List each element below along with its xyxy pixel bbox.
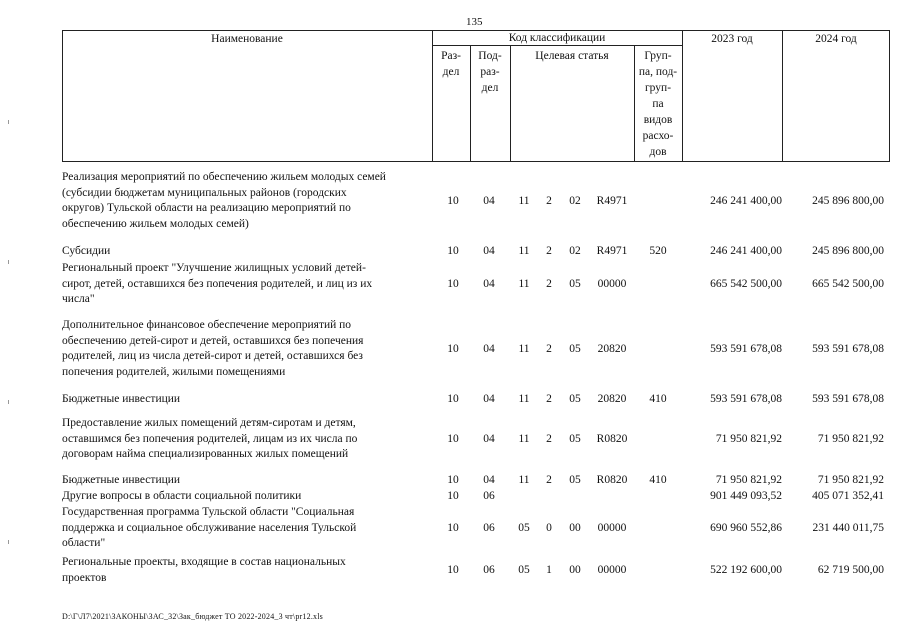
row-direction: 00000 — [597, 564, 627, 576]
margin-mark — [8, 120, 9, 124]
row-type: 2 — [546, 433, 552, 445]
row-main-event: 05 — [569, 393, 581, 405]
row-type: 2 — [546, 195, 552, 207]
row-name: Субсидии — [62, 245, 111, 257]
margin-mark — [8, 400, 9, 404]
header-code-group: Код классификации — [508, 32, 606, 44]
row-subsection: 04 — [483, 278, 495, 290]
row-direction: R4971 — [596, 195, 628, 207]
row-type: 2 — [546, 245, 552, 257]
row-subsection: 06 — [483, 522, 495, 534]
row-amount-2024: 593 591 678,08 — [812, 393, 884, 405]
row-amount-2024: 71 950 821,92 — [817, 433, 884, 445]
row-amount-2024: 231 440 011,75 — [812, 522, 884, 534]
row-program: 11 — [518, 245, 530, 257]
header-year-2023: 2023 год — [711, 33, 753, 45]
row-subsection: 04 — [483, 245, 495, 257]
row-amount-2023: 522 192 600,00 — [710, 564, 782, 576]
table-row — [62, 170, 890, 234]
row-main-event: 05 — [569, 433, 581, 445]
row-program: 11 — [518, 393, 530, 405]
row-type: 1 — [546, 564, 552, 576]
header-target: Целевая статья — [535, 50, 609, 62]
row-type: 2 — [546, 474, 552, 486]
row-section: 10 — [447, 490, 459, 502]
row-program: 11 — [518, 278, 530, 290]
row-expense-group: 410 — [649, 393, 667, 405]
row-amount-2023: 71 950 821,92 — [715, 433, 782, 445]
row-section: 10 — [447, 393, 459, 405]
row-direction: R4971 — [596, 245, 628, 257]
row-direction: 20820 — [597, 343, 627, 355]
row-subsection: 04 — [483, 433, 495, 445]
header-section: Раз- дел — [441, 50, 461, 78]
row-name: Предоставление жилых помещений детям-сиротам и детям, оставшимся без попечения родителей, лицам из их числа по договорам найма специализированных жилых помещений — [62, 417, 358, 460]
row-section: 10 — [447, 564, 459, 576]
table-row — [62, 473, 890, 489]
row-amount-2023: 593 591 678,08 — [710, 393, 782, 405]
row-name: Дополнительное финансовое обеспечение мероприятий по обеспечению детей-сирот и детей, оставшихся без попечения родителей, лиц из числа детей-сирот и детей, оставшихся без попечения родителей, жилыми помещениями — [62, 319, 364, 378]
row-type: 2 — [546, 343, 552, 355]
file-path-footer: D:\Г\Л7\2021\ЗАКОНЫ\ЗАС_32\Зак_бюджет ТО 2022-2024_3 чт\pr12.xls — [62, 612, 323, 621]
row-amount-2024: 245 896 800,00 — [812, 195, 884, 207]
table-header — [62, 30, 890, 162]
row-amount-2023: 901 449 093,52 — [710, 490, 782, 502]
row-main-event: 02 — [569, 245, 581, 257]
row-amount-2024: 62 719 500,00 — [817, 564, 884, 576]
margin-mark — [8, 260, 9, 264]
table-row — [62, 555, 890, 587]
table-row — [62, 416, 890, 464]
row-name: Другие вопросы в области социальной политики — [62, 490, 302, 502]
header-expense-group: Груп- па, под- груп- па видов расхо- дов — [638, 50, 678, 158]
page-number: 135 — [466, 16, 483, 28]
row-direction: 00000 — [597, 522, 627, 534]
row-name: Региональный проект "Улучшение жилищных условий детей- сирот, детей, оставшихся без попечения родителей, и лиц из их числа" — [62, 262, 373, 305]
row-amount-2023: 593 591 678,08 — [710, 343, 782, 355]
row-amount-2023: 246 241 400,00 — [710, 195, 782, 207]
row-subsection: 04 — [483, 393, 495, 405]
row-name: Бюджетные инвестиции — [62, 393, 181, 405]
margin-mark — [8, 540, 9, 544]
row-section: 10 — [447, 278, 459, 290]
row-name: Бюджетные инвестиции — [62, 474, 181, 486]
row-main-event: 00 — [569, 564, 581, 576]
row-subsection: 06 — [483, 490, 495, 502]
row-direction: 20820 — [597, 393, 627, 405]
row-direction: 00000 — [597, 278, 627, 290]
row-name: Региональные проекты, входящие в состав национальных проектов — [62, 556, 346, 584]
row-main-event: 00 — [569, 522, 581, 534]
row-section: 10 — [447, 343, 459, 355]
row-amount-2023: 246 241 400,00 — [710, 245, 782, 257]
row-amount-2023: 665 542 500,00 — [710, 278, 782, 290]
row-amount-2023: 690 960 552,86 — [710, 522, 782, 534]
table-row — [62, 318, 890, 382]
table-row — [62, 244, 890, 260]
row-amount-2024: 245 896 800,00 — [812, 245, 884, 257]
table-row — [62, 489, 890, 505]
row-main-event: 05 — [569, 278, 581, 290]
row-main-event: 05 — [569, 474, 581, 486]
row-subsection: 06 — [483, 564, 495, 576]
row-section: 10 — [447, 433, 459, 445]
row-type: 2 — [546, 278, 552, 290]
row-expense-group: 520 — [649, 245, 667, 257]
row-program: 11 — [518, 195, 530, 207]
table-row — [62, 505, 890, 553]
row-subsection: 04 — [483, 474, 495, 486]
row-main-event: 02 — [569, 195, 581, 207]
row-program: 11 — [518, 474, 530, 486]
row-subsection: 04 — [483, 343, 495, 355]
header-subsection: Под- раз- дел — [478, 50, 502, 94]
row-amount-2024: 665 542 500,00 — [812, 278, 884, 290]
row-subsection: 04 — [483, 195, 495, 207]
header-year-2024: 2024 год — [815, 33, 857, 45]
row-program: 11 — [518, 433, 530, 445]
row-main-event: 05 — [569, 343, 581, 355]
row-section: 10 — [447, 245, 459, 257]
header-name: Наименование — [211, 33, 283, 45]
table-row — [62, 392, 890, 408]
row-type: 0 — [546, 522, 552, 534]
row-name: Государственная программа Тульской области "Социальная поддержка и социальное обслуживание населения Тульской области" — [62, 506, 357, 549]
row-program: 05 — [518, 564, 530, 576]
row-section: 10 — [447, 522, 459, 534]
row-section: 10 — [447, 474, 459, 486]
row-program: 11 — [518, 343, 530, 355]
row-program: 05 — [518, 522, 530, 534]
row-amount-2023: 71 950 821,92 — [715, 474, 782, 486]
row-type: 2 — [546, 393, 552, 405]
row-amount-2024: 405 071 352,41 — [812, 490, 884, 502]
row-amount-2024: 593 591 678,08 — [812, 343, 884, 355]
row-amount-2024: 71 950 821,92 — [817, 474, 884, 486]
row-section: 10 — [447, 195, 459, 207]
table-row — [62, 261, 890, 309]
row-direction: R0820 — [596, 433, 628, 445]
row-direction: R0820 — [596, 474, 628, 486]
row-name: Реализация мероприятий по обеспечению жильем молодых семей (субсидии бюджетам муниципальных районов (городских округов) Тульской области на реализацию мероприятий по обеспечению жильем молодых семей) — [62, 171, 386, 230]
row-expense-group: 410 — [649, 474, 667, 486]
